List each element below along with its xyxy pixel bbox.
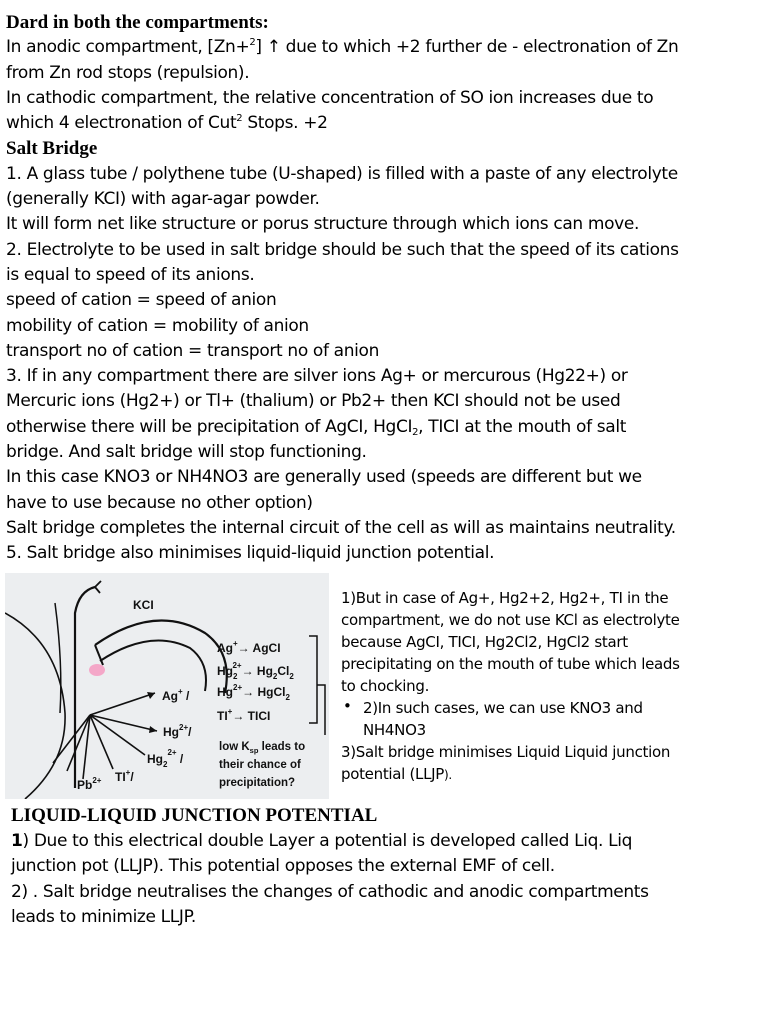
ion-label-tl: TI+/ xyxy=(115,768,134,784)
tube-top-mark xyxy=(95,581,101,593)
side-line: NH4NO3 xyxy=(363,721,426,739)
anodic-text-end: ] ↑ due to which +2 further de - electronation of Zn xyxy=(255,37,679,58)
item-text: ) Due to this electrical double Layer a potential is developed called Liq. Liq xyxy=(22,831,633,851)
salt-bridge-mouth xyxy=(95,645,103,665)
precipitation-sub: 2 xyxy=(412,426,419,438)
ion-arrows xyxy=(53,693,157,779)
text-line: 2. Electrolyte to be used in salt bridge should be such that the speed of its cations xyxy=(6,239,679,260)
heading-compartments: Dard in both the compartments: xyxy=(6,12,269,33)
cathodic-text-end: Stops. +2 xyxy=(242,113,328,134)
text-line: 3. If in any compartment there are silver ions Ag+ or mercurous (Hg22+) or xyxy=(6,366,628,387)
side-line xyxy=(341,763,761,786)
cathodic-text: which 4 electronation of Cut xyxy=(6,113,237,134)
side-notes xyxy=(341,587,761,786)
electrode-curve-left xyxy=(5,613,65,799)
side-line: compartment, we do not use KCl as electrolyte xyxy=(341,611,680,629)
ion-label-hg: $Hg^{2+}/$ xyxy=(163,723,192,739)
text-line: 5. Salt bridge also minimises liquid-liquid junction potential. xyxy=(6,543,495,564)
ion-label-ag: Ag+ / xyxy=(162,687,190,703)
bracket-connector xyxy=(317,685,325,735)
salt-bridge-arc-outer xyxy=(95,621,227,694)
reaction-hg2-2: $Hg_22+\to Hg_2Cl_2$ xyxy=(217,661,294,681)
ion-label-hg2: $Hg_2^{2+}$ / xyxy=(147,748,184,769)
salt-bridge-diagram xyxy=(5,573,329,799)
text-line: 2) . Salt bridge neutralises the changes of cathodic and anodic compartments xyxy=(11,881,649,902)
text-line: In this case KNO3 or NH4NO3 are generally used (speeds are different but we xyxy=(6,467,642,488)
side-line: 1)But in case of Ag+, Hg2+2, Hg2+, TI in the xyxy=(341,589,669,607)
side-line: to chocking. xyxy=(341,677,430,695)
note-line-3: precipitation? xyxy=(219,777,296,789)
reaction-bracket xyxy=(309,636,317,723)
cathodic-line-1: In cathodic compartment, the relative concentration of SO ion increases due to xyxy=(6,87,654,108)
item-number: 1 xyxy=(11,831,23,851)
anodic-sup: 2 xyxy=(249,37,256,49)
side-line: precipitating on the mouth of tube which leads xyxy=(341,655,680,673)
reaction-hg2: $Hg^{2+}\to$ HgCl$_2$ xyxy=(217,683,290,702)
text-line: bridge. And salt bridge will stop functioning. xyxy=(6,442,367,463)
anodic-line-2: from Zn rod stops (repulsion). xyxy=(6,62,250,83)
precipitation-text-end: , TICI at the mouth of salt xyxy=(418,416,627,437)
salt-bridge-arc-inner xyxy=(100,640,206,691)
text-line: is equal to speed of its anions. xyxy=(6,264,255,285)
anodic-text: In anodic compartment, [Zn+ xyxy=(6,37,250,58)
text-line: (generally KCI) with agar-agar powder. xyxy=(6,189,320,210)
note-line-2: their chance of xyxy=(219,759,301,771)
text-line: Salt bridge completes the internal circuit of the cell as will as maintains neutrality. xyxy=(6,517,676,538)
bullet-dot: • xyxy=(343,697,352,715)
side-line: 2)In such cases, we can use KNO3 and xyxy=(363,699,643,717)
note-line-1: low $K_{sp}$ leads to xyxy=(219,741,306,755)
text-line: Mercuric ions (Hg2+) or Tl+ (thalium) or Pb2+ then KCI should not be used xyxy=(6,391,621,412)
anodic-line-1 xyxy=(6,35,762,60)
text-line: transport no of cation = transport no of anion xyxy=(6,340,380,361)
kcl-paste-blob xyxy=(89,664,105,676)
text-line: leads to minimize LLJP. xyxy=(11,906,196,927)
side-line: because AgCI, TICI, Hg2Cl2, HgCl2 start xyxy=(341,633,628,651)
electrode-curve-inner xyxy=(55,603,61,713)
lljp-section xyxy=(11,803,761,930)
lljp-text-end: ). xyxy=(444,768,452,782)
text-line: speed of cation = speed of anion xyxy=(6,290,277,311)
ion-label-pb: $Pb^{2+}$ xyxy=(77,776,102,792)
cathodic-line-2 xyxy=(6,111,762,136)
reaction-ag: Ag+→ AgCI xyxy=(217,639,281,655)
bullet-item xyxy=(341,697,761,741)
main-text-block xyxy=(6,10,762,567)
text-line: junction pot (LLJP). This potential opposes the external EMF of cell. xyxy=(11,856,555,877)
text-line xyxy=(11,829,761,854)
arrow-heads xyxy=(147,692,157,733)
side-line: 3)Salt bridge minimises Liquid Liquid junction xyxy=(341,743,671,761)
kcl-label: KCI xyxy=(133,598,154,612)
cathodic-sup: 2 xyxy=(236,113,243,125)
heading-lljp: LIQUID-LIQUID JUNCTION POTENTIAL xyxy=(11,805,378,826)
precipitation-text: otherwise there will be precipitation of AgCI, HgCI xyxy=(6,416,413,437)
text-line: It will form net like structure or porus structure through which ions can move. xyxy=(6,214,640,235)
text-line: have to use because no other option) xyxy=(6,492,313,513)
heading-salt-bridge: Salt Bridge xyxy=(6,138,98,160)
salt-bridge-figure xyxy=(5,573,329,799)
lljp-text: potential (LLJP xyxy=(341,765,445,783)
text-line xyxy=(6,415,762,440)
text-line: 1. A glass tube / polythene tube (U-shaped) is filled with a paste of any electrolyte xyxy=(6,163,678,184)
reaction-tl: TI+→ TICI xyxy=(217,707,271,723)
text-line: mobility of cation = mobility of anion xyxy=(6,315,309,336)
